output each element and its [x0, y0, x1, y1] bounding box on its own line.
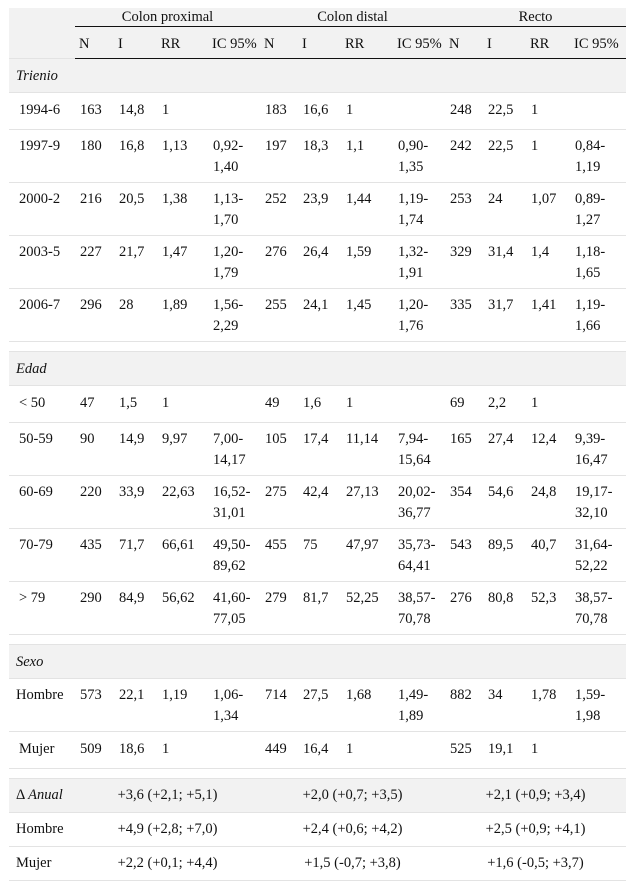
data-cell: 1,20-1,76 [393, 289, 445, 342]
subheader-cell: N [75, 27, 114, 59]
data-cell: 197 [260, 130, 298, 183]
data-cell: 22,63 [157, 476, 208, 529]
data-cell: 276 [445, 582, 483, 635]
data-cell: 1,4 [526, 236, 570, 289]
data-cell: 882 [445, 679, 483, 732]
data-cell: 1 [341, 386, 393, 423]
data-cell: 27,4 [483, 423, 526, 476]
data-cell: 248 [445, 93, 483, 130]
delta-value: +4,9 (+2,8; +7,0) [75, 813, 260, 847]
data-cell: 180 [75, 130, 114, 183]
delta-value: +1,6 (-0,5; +3,7) [445, 847, 626, 881]
table-row [9, 679, 626, 732]
data-cell: 11,14 [341, 423, 393, 476]
subheader-cell: RR [526, 27, 570, 59]
data-cell: 1,07 [526, 183, 570, 236]
data-cell: 1,19-1,74 [393, 183, 445, 236]
data-cell: 163 [75, 93, 114, 130]
data-cell: 1,19-1,66 [570, 289, 626, 342]
row-label: 1994-6 [9, 93, 75, 130]
data-cell: 16,8 [114, 130, 157, 183]
data-cell: 34 [483, 679, 526, 732]
data-cell: 41,60-77,05 [208, 582, 260, 635]
data-cell: 1,6 [298, 386, 341, 423]
section-spacer [9, 635, 626, 645]
spacer-cell [9, 769, 626, 779]
data-cell: 573 [75, 679, 114, 732]
data-cell: 49 [260, 386, 298, 423]
data-cell: 1,68 [341, 679, 393, 732]
data-cell: 0,84-1,19 [570, 130, 626, 183]
subheader-row [9, 27, 626, 59]
group-header-colon-distal: Colon distal [260, 8, 445, 27]
data-cell: 1 [526, 732, 570, 769]
subheader-cell: RR [341, 27, 393, 59]
data-cell: 435 [75, 529, 114, 582]
data-cell: 19,1 [483, 732, 526, 769]
data-cell: 220 [75, 476, 114, 529]
table-row [9, 130, 626, 183]
row-label: 2000-2 [9, 183, 75, 236]
delta-icon: Δ [16, 787, 25, 803]
group-header-colon-proximal: Colon proximal [75, 8, 260, 27]
delta-title: Anual [28, 787, 63, 803]
data-cell: 335 [445, 289, 483, 342]
data-cell: 1,1 [341, 130, 393, 183]
data-cell: 90 [75, 423, 114, 476]
data-cell: 255 [260, 289, 298, 342]
data-cell [393, 93, 445, 130]
data-cell: 1,06-1,34 [208, 679, 260, 732]
data-cell: 33,9 [114, 476, 157, 529]
data-cell [570, 93, 626, 130]
row-label: 2003-5 [9, 236, 75, 289]
data-cell: 47,97 [341, 529, 393, 582]
delta-row [9, 813, 626, 847]
delta-value: +3,6 (+2,1; +5,1) [75, 779, 260, 813]
delta-label [9, 779, 75, 813]
data-cell: 84,9 [114, 582, 157, 635]
data-cell: 40,7 [526, 529, 570, 582]
delta-row-label: Mujer [9, 847, 75, 881]
data-cell: 525 [445, 732, 483, 769]
data-cell: 227 [75, 236, 114, 289]
data-cell: 290 [75, 582, 114, 635]
delta-value: +2,0 (+0,7; +3,5) [260, 779, 445, 813]
data-cell: 1 [157, 386, 208, 423]
data-cell: 449 [260, 732, 298, 769]
delta-value: +2,5 (+0,9; +4,1) [445, 813, 626, 847]
data-cell: 49,50-89,62 [208, 529, 260, 582]
data-cell: 252 [260, 183, 298, 236]
data-cell: 16,6 [298, 93, 341, 130]
data-cell: 1,49-1,89 [393, 679, 445, 732]
data-cell: 52,3 [526, 582, 570, 635]
subheader-cell: N [260, 27, 298, 59]
data-cell: 18,6 [114, 732, 157, 769]
corner-cell [9, 8, 75, 27]
data-cell: 42,4 [298, 476, 341, 529]
data-cell: 38,57-70,78 [570, 582, 626, 635]
data-cell: 71,7 [114, 529, 157, 582]
subheader-cell: I [298, 27, 341, 59]
data-cell: 1,20-1,79 [208, 236, 260, 289]
data-cell: 9,39-16,47 [570, 423, 626, 476]
data-cell: 1,59-1,98 [570, 679, 626, 732]
data-cell: 1,13 [157, 130, 208, 183]
data-cell: 9,97 [157, 423, 208, 476]
data-cell: 1,78 [526, 679, 570, 732]
data-cell: 275 [260, 476, 298, 529]
row-label: 50-59 [9, 423, 75, 476]
row-label: Hombre [9, 679, 75, 732]
data-cell: 1 [526, 93, 570, 130]
data-cell: 14,8 [114, 93, 157, 130]
data-cell: 1 [341, 93, 393, 130]
data-cell: 509 [75, 732, 114, 769]
data-cell: 35,73-64,41 [393, 529, 445, 582]
subheader-cell: IC 95% [208, 27, 260, 59]
data-cell: 183 [260, 93, 298, 130]
data-cell: 31,7 [483, 289, 526, 342]
data-cell: 12,4 [526, 423, 570, 476]
data-cell: 27,5 [298, 679, 341, 732]
subheader-cell: RR [157, 27, 208, 59]
delta-value: +2,4 (+0,6; +4,2) [260, 813, 445, 847]
data-cell: 38,57-70,78 [393, 582, 445, 635]
data-cell: 23,9 [298, 183, 341, 236]
data-cell: 1,18-1,65 [570, 236, 626, 289]
delta-row-label: Hombre [9, 813, 75, 847]
data-cell: 56,62 [157, 582, 208, 635]
data-cell: 75 [298, 529, 341, 582]
data-cell: 7,94-15,64 [393, 423, 445, 476]
data-cell: 81,7 [298, 582, 341, 635]
data-cell: 1,45 [341, 289, 393, 342]
data-cell: 31,4 [483, 236, 526, 289]
data-cell: 20,02-36,77 [393, 476, 445, 529]
table-row [9, 93, 626, 130]
row-label: 1997-9 [9, 130, 75, 183]
section-header-row [9, 645, 626, 679]
subheader-cell: IC 95% [393, 27, 445, 59]
section-title: Trienio [9, 59, 626, 93]
table-row [9, 476, 626, 529]
data-cell: 89,5 [483, 529, 526, 582]
table-row [9, 183, 626, 236]
data-cell: 296 [75, 289, 114, 342]
data-cell: 22,5 [483, 93, 526, 130]
table-row [9, 423, 626, 476]
incidence-table [9, 8, 626, 881]
data-cell: 24,1 [298, 289, 341, 342]
data-cell: 1 [157, 732, 208, 769]
group-header-row [9, 8, 626, 27]
data-cell: 54,6 [483, 476, 526, 529]
data-cell: 24,8 [526, 476, 570, 529]
row-label: 70-79 [9, 529, 75, 582]
data-cell [393, 732, 445, 769]
data-cell [570, 386, 626, 423]
data-cell: 2,2 [483, 386, 526, 423]
data-cell: 47 [75, 386, 114, 423]
data-cell: 0,92-1,40 [208, 130, 260, 183]
data-cell: 1,38 [157, 183, 208, 236]
row-label: < 50 [9, 386, 75, 423]
data-cell [208, 93, 260, 130]
spacer-cell [9, 635, 626, 645]
data-cell: 17,4 [298, 423, 341, 476]
data-cell: 31,64-52,22 [570, 529, 626, 582]
row-label: 60-69 [9, 476, 75, 529]
data-cell: 1,56-2,29 [208, 289, 260, 342]
data-cell: 1 [526, 386, 570, 423]
spacer-cell [9, 342, 626, 352]
section-title: Sexo [9, 645, 626, 679]
subheader-cell: I [483, 27, 526, 59]
data-cell: 1,13-1,70 [208, 183, 260, 236]
row-label: Mujer [9, 732, 75, 769]
data-cell: 1,32-1,91 [393, 236, 445, 289]
data-cell [208, 386, 260, 423]
delta-value: +2,2 (+0,1; +4,4) [75, 847, 260, 881]
data-cell [208, 732, 260, 769]
section-title: Edad [9, 352, 626, 386]
data-cell [570, 732, 626, 769]
row-label: > 79 [9, 582, 75, 635]
data-cell: 1,59 [341, 236, 393, 289]
table-row [9, 236, 626, 289]
data-cell: 216 [75, 183, 114, 236]
data-cell: 543 [445, 529, 483, 582]
data-cell: 165 [445, 423, 483, 476]
data-cell: 28 [114, 289, 157, 342]
data-cell: 14,9 [114, 423, 157, 476]
data-cell: 1,41 [526, 289, 570, 342]
data-cell: 69 [445, 386, 483, 423]
data-cell: 1 [526, 130, 570, 183]
subheader-cell: N [445, 27, 483, 59]
subheader-cell: I [114, 27, 157, 59]
delta-value: +1,5 (-0,7; +3,8) [260, 847, 445, 881]
delta-annual-row [9, 779, 626, 813]
data-cell: 27,13 [341, 476, 393, 529]
data-cell: 66,61 [157, 529, 208, 582]
data-cell: 253 [445, 183, 483, 236]
data-cell: 18,3 [298, 130, 341, 183]
table-row [9, 732, 626, 769]
data-cell: 80,8 [483, 582, 526, 635]
data-cell: 0,89-1,27 [570, 183, 626, 236]
group-header-recto: Recto [445, 8, 626, 27]
delta-row [9, 847, 626, 881]
data-cell: 1 [341, 732, 393, 769]
data-cell: 0,90-1,35 [393, 130, 445, 183]
data-cell: 714 [260, 679, 298, 732]
data-cell: 20,5 [114, 183, 157, 236]
section-spacer [9, 342, 626, 352]
table-row [9, 289, 626, 342]
corner-cell [9, 27, 75, 59]
section-spacer [9, 769, 626, 779]
data-cell: 329 [445, 236, 483, 289]
data-cell: 21,7 [114, 236, 157, 289]
data-cell: 1,19 [157, 679, 208, 732]
data-cell: 16,4 [298, 732, 341, 769]
data-cell: 105 [260, 423, 298, 476]
data-cell: 242 [445, 130, 483, 183]
data-cell: 1,89 [157, 289, 208, 342]
data-cell: 26,4 [298, 236, 341, 289]
data-cell: 1,44 [341, 183, 393, 236]
data-cell: 1 [157, 93, 208, 130]
data-cell: 455 [260, 529, 298, 582]
data-cell: 19,17-32,10 [570, 476, 626, 529]
subheader-cell: IC 95% [570, 27, 626, 59]
data-cell: 16,52-31,01 [208, 476, 260, 529]
table-row [9, 582, 626, 635]
data-cell: 22,1 [114, 679, 157, 732]
table-row [9, 529, 626, 582]
section-header-row [9, 59, 626, 93]
section-header-row [9, 352, 626, 386]
data-cell: 276 [260, 236, 298, 289]
row-label: 2006-7 [9, 289, 75, 342]
data-cell: 7,00-14,17 [208, 423, 260, 476]
data-cell: 1,47 [157, 236, 208, 289]
data-cell: 24 [483, 183, 526, 236]
data-cell: 279 [260, 582, 298, 635]
table-row [9, 386, 626, 423]
data-cell [393, 386, 445, 423]
delta-value: +2,1 (+0,9; +3,4) [445, 779, 626, 813]
data-cell: 1,5 [114, 386, 157, 423]
data-cell: 52,25 [341, 582, 393, 635]
data-cell: 22,5 [483, 130, 526, 183]
data-cell: 354 [445, 476, 483, 529]
